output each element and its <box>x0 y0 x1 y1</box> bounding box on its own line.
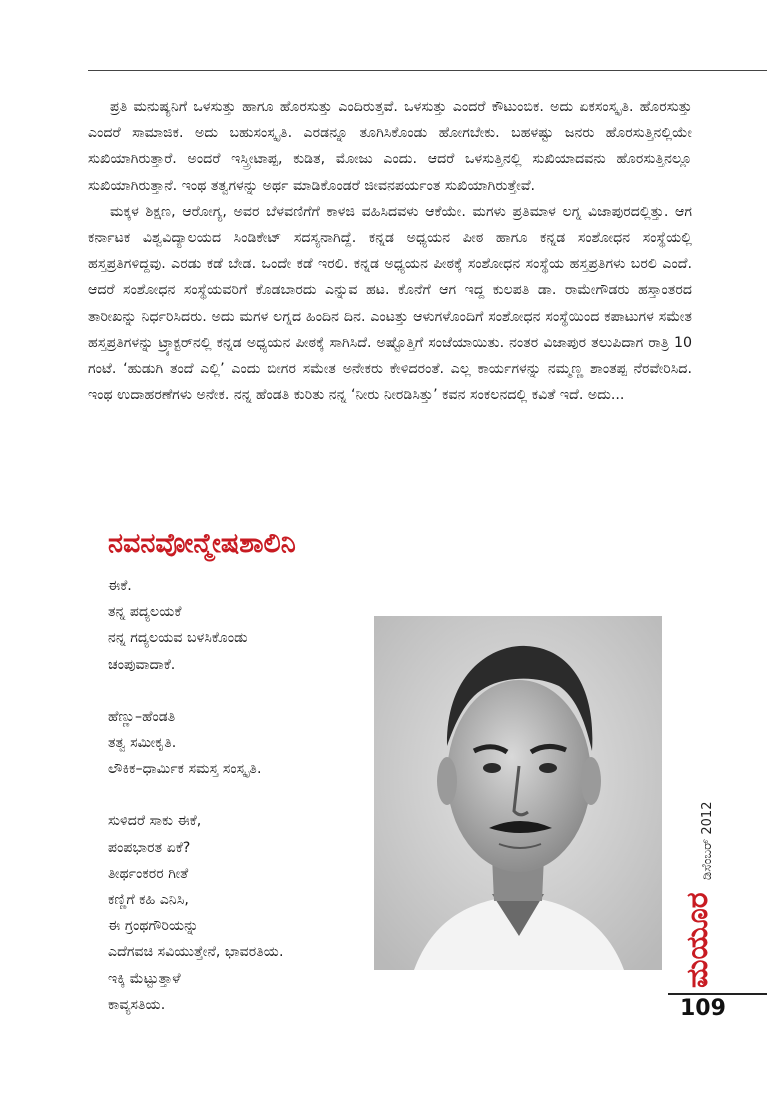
magazine-name: ಮಯೂರ <box>680 892 715 988</box>
poem-line: ಈಕೆ. <box>108 578 132 594</box>
poem-line: ನನ್ನ ಗದ್ಯಲಯವ ಬಳಸಿಕೊಂಡು <box>108 630 248 647</box>
portrait-photo <box>374 616 662 970</box>
article-body <box>88 94 692 408</box>
top-rule <box>88 70 767 71</box>
poem-line: ಹೆಣ್ಣು–ಹೆಂಡತಿ <box>108 708 176 725</box>
poem-stanza-3 <box>108 808 370 1018</box>
poem-line: ಈ ಗ್ರಂಥಗೌರಿಯನ್ನು <box>108 918 199 935</box>
poem-stanza-2 <box>108 704 370 783</box>
issue-date: ಡಿಸೆಂಬರ್ 2012 <box>700 801 715 880</box>
poem-line: ತನ್ನ ಪದ್ಯಲಯಕೆ <box>108 604 182 621</box>
poem-line: ಪಂಪಭಾರತ ಏಕೆ? <box>108 839 191 856</box>
poem-line: ಚಂಪುವಾದಾಕೆ. <box>108 656 176 673</box>
article-paragraph-2: ಮಕ್ಕಳ ಶಿಕ್ಷಣ, ಆರೋಗ್ಯ, ಅವರ ಬೆಳವಣಿಗೆಗೆ ಕಾಳಜಿ ವಹಿಸಿದವಳು ಆಕೆಯೇ. ಮಗಳು ಪ್ರತಿಮಾಳ ಲಗ್ನ ವಿಜಾಪುರದಲ್ಲಿತ್ತು. ಆಗ ಕರ್ನಾಟಕ ವಿಶ್ವವಿದ್ಯಾಲಯದ ಸಿಂಡಿಕೇಟ್ ಸದಸ್ಯನಾಗಿದ್ದೆ. ಕನ್ನಡ ಅಧ್ಯಯನ ಪೀಠ ಹಾಗೂ ಕನ್ನಡ ಸಂಶೋಧನ ಸಂಸ್ಥೆಯಲ್ಲಿ ಹಸ್ತಪ್ರತಿಗಳಿದ್ದವು. ಎರಡು ಕಡೆ ಬೇಡ. ಒಂದೇ ಕಡೆ ಇರಲಿ. ಕನ್ನಡ ಅಧ್ಯಯನ ಪೀಠಕ್ಕೆ ಸಂಶೋಧನ ಸಂಸ್ಥೆಯ ಹಸ್ತಪ್ರತಿಗಳು ಬರಲಿ ಎಂದೆ. ಆದರೆ ಸಂಶೋಧನ ಸಂಸ್ಥೆಯವರಿಗೆ ಕೊಡಬಾರದು ಎನ್ನುವ ಹಟ. ಕೊನೆಗೆ ಆಗ ಇದ್ದ ಕುಲಪತಿ ಡಾ. ರಾಮೇಗೌಡರು ಹಸ್ತಾಂತರದ ತಾರೀಖನ್ನು ನಿರ್ಧರಿಸಿದರು. ಅದು ಮಗಳ ಲಗ್ನದ ಹಿಂದಿನ ದಿನ. ಎಂಟತ್ತು ಆಳುಗಳೊಂದಿಗೆ ಸಂಶೋಧನ ಸಂಸ್ಥೆಯಿಂದ ಕಪಾಟುಗಳ ಸಮೇತ ಹಸ್ತಪ್ರತಿಗಳನ್ನು ಟ್ರ್ಯಾಕ್ಟರ್‌ನಲ್ಲಿ ಕನ್ನಡ ಅಧ್ಯಯನ ಪೀಠಕ್ಕೆ ಸಾಗಿಸಿದೆ. ಅಷ್ಟೊತ್ತಿಗೆ ಸಂಜೆಯಾಯಿತು. ನಂತರ ವಿಜಾಪುರ ತಲುಪಿದಾಗ ರಾತ್ರಿ 10 ಗಂಟೆ. ‘ಹುಡುಗಿ ತಂದೆ ಎಲ್ಲಿ’ ಎಂದು ಬೀಗರ ಸಮೇತ ಅನೇಕರು ಕೇಳಿದರಂತೆ. ಎಲ್ಲ ಕಾರ್ಯಗಳನ್ನು ನಮ್ಮಣ್ಣ ಶಾಂತಪ್ಪ ನೆರವೇರಿಸಿದ. ಇಂಥ ಉದಾಹರಣೆಗಳು ಅನೇಕ. ನನ್ನ ಹೆಂಡತಿ ಕುರಿತು ನನ್ನ ‘ನೀರು ನೀರಡಿಸಿತ್ತು’ ಕವನ ಸಂಕಲನದಲ್ಲಿ ಕವಿತೆ ಇದೆ. ಅದು... <box>88 203 692 404</box>
portrait-illustration <box>374 616 662 970</box>
poem-title: ನವನವೋನ್ಮೇಷಶಾಲಿನಿ <box>108 528 296 559</box>
poem-line: ಎದೆಗವಚಿ ಸವಿಯುತ್ತೇನೆ, ಭಾವರತಿಯ. <box>108 944 284 961</box>
poem-line: ಲೌಕಿಕ–ಧಾರ್ಮಿಕ ಸಮಸ್ತ ಸಂಸ್ಕೃತಿ. <box>108 761 262 778</box>
poem-line: ತತ್ವ ಸಮೀಕೃತಿ. <box>108 735 177 752</box>
poem-line: ಕಣ್ಣಿಗೆ ಕಹಿ ಎನಿಸಿ, <box>108 892 189 909</box>
poem-line: ಕಾವ್ಯಸತಿಯ. <box>108 996 166 1013</box>
poem-line: ಇಕ್ಕಿ ಮೆಟ್ಟುತ್ತಾಳೆ <box>108 970 181 987</box>
page-number: 109 <box>680 996 726 1021</box>
poem-line: ಸುಳಿದರೆ ಸಾಕು ಈಕೆ, <box>108 813 202 830</box>
article-paragraph-1: ಪ್ರತಿ ಮನುಷ್ಯನಿಗೆ ಒಳಸುತ್ತು ಹಾಗೂ ಹೊರಸುತ್ತು ಎಂದಿರುತ್ತವೆ. ಒಳಸುತ್ತು ಎಂದರೆ ಕೌಟುಂಬಿಕ. ಅದು ಏಕಸಂಸ್ಕೃತಿ. ಹೊರಸುತ್ತು ಎಂದರೆ ಸಾಮಾಜಿಕ. ಅದು ಬಹುಸಂಸ್ಕೃತಿ. ಎರಡನ್ನೂ ತೂಗಿಸಿಕೊಂಡು ಹೋಗಬೇಕು. ಬಹಳಷ್ಟು ಜನರು ಹೊರಸುತ್ತಿನಲ್ಲಿಯೇ ಸುಖಿಯಾಗಿರುತ್ತಾರೆ. ಅಂದರೆ ಇಸ್ತ್ರೀಟಾಪ್ಪ, ಕುಡಿತ, ಮೋಜು ಎಂದು. ಆದರೆ ಒಳಸುತ್ತಿನಲ್ಲಿ ಸುಖಿಯಾದವನು ಹೊರಸುತ್ತಿನಲ್ಲೂ ಸುಖಿಯಾಗಿರುತ್ತಾನೆ. ಇಂಥ ತತ್ವಗಳನ್ನು ಅರ್ಥ ಮಾಡಿಕೊಂಡರೆ ಜೀವನಪರ್ಯಂತ ಸುಖಿಯಾಗಿರುತ್ತೇವೆ. <box>88 99 692 194</box>
poem-line: ತೀರ್ಥಂಕರರ ಗೀತೆ <box>108 865 189 882</box>
footer-rule <box>668 993 767 995</box>
poem <box>108 573 370 1044</box>
poem-stanza-1 <box>108 573 370 678</box>
